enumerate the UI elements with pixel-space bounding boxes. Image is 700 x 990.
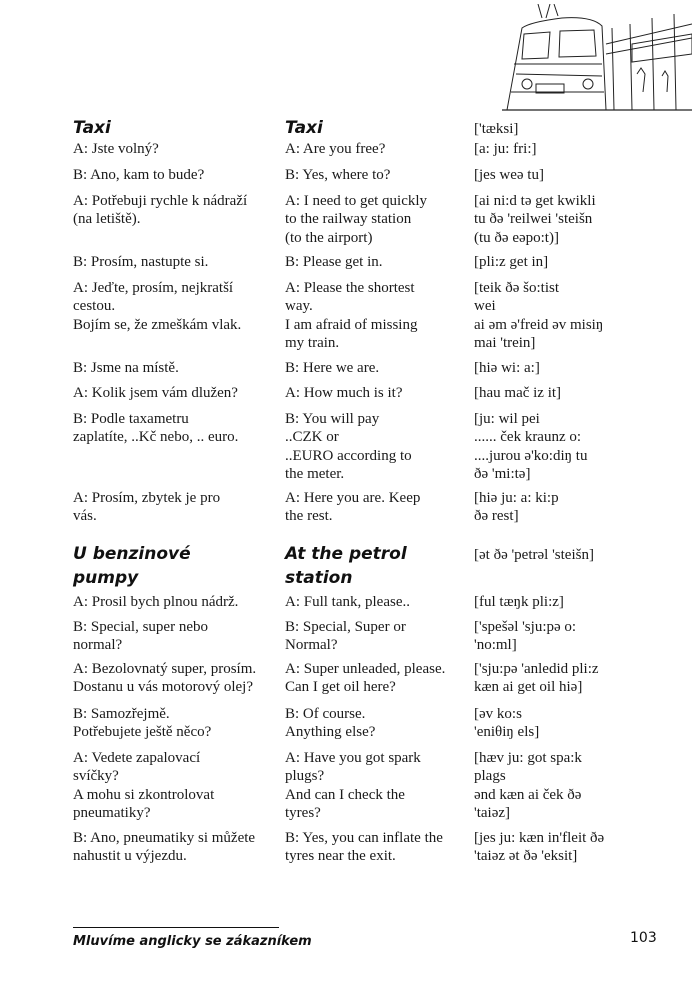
phrase-pronunciation: [əv ko:s 'eniθiŋ els] <box>474 706 540 741</box>
phrase-czech: A: Vedete zapalovací svíčky? A mohu si zkontrolovat pneumatiky? <box>73 750 215 821</box>
footer-divider <box>73 927 279 928</box>
phrase-czech: A: Bezolovnatý super, prosím. Dostanu u vás motorový olej? <box>73 661 257 696</box>
section-title-czech: Taxi <box>73 118 111 138</box>
phrase-czech: A: Jste volný? <box>73 141 159 157</box>
phrase-english: B: Special, Super or Normal? <box>285 619 406 654</box>
phrase-pronunciation: [jes weə tu] <box>474 167 544 183</box>
phrase-czech: B: Samozřejmě. Potřebujete ještě něco? <box>73 706 212 741</box>
phrase-pronunciation: [hiə wi: a:] <box>474 360 540 376</box>
phrase-english: B: Yes, where to? <box>285 167 391 183</box>
phrase-czech: A: Potřebuji rychle k nádraží (na letiště). <box>73 193 248 228</box>
phrase-czech: B: Ano, pneumatiky si můžete nahustit u výjezdu. <box>73 830 256 865</box>
phrase-czech: B: Ano, kam to bude? <box>73 167 205 183</box>
section-title-pronunciation: [ət ðə 'petrəl 'steišn] <box>474 547 594 563</box>
phrase-czech: B: Special, super nebo normal? <box>73 619 208 654</box>
train-station-sketch <box>502 4 692 112</box>
phrase-pronunciation: [pli:z get in] <box>474 254 549 270</box>
phrase-pronunciation: [teik ðə šo:tist wei ai əm ə'freid əv misiŋ mai 'trein] <box>474 280 604 351</box>
phrase-english: A: Here you are. Keep the rest. <box>285 490 421 525</box>
section-title-english: At the petrol station <box>285 544 407 588</box>
phrase-english: A: Have you got spark plugs? And can I check the tyres? <box>285 750 421 821</box>
phrase-english: B: You will pay ..CZK or ..EURO according to the meter. <box>285 411 412 482</box>
phrase-pronunciation: [ful tæŋk pli:z] <box>474 594 564 610</box>
phrase-english: B: Yes, you can inflate the tyres near the exit. <box>285 830 443 865</box>
phrase-pronunciation: [a: ju: fri:] <box>474 141 537 157</box>
section-title-pronunciation: ['tæksi] <box>474 121 519 137</box>
phrase-czech: A: Jeďte, prosím, nejkratší cestou. Bojím se, že zmeškám vlak. <box>73 280 242 333</box>
phrase-english: B: Please get in. <box>285 254 383 270</box>
phrase-pronunciation: ['spešəl 'sju:pə o: 'no:ml] <box>474 619 577 654</box>
phrase-english: B: Of course. Anything else? <box>285 706 376 741</box>
phrase-english: B: Here we are. <box>285 360 380 376</box>
phrase-pronunciation: [hiə ju: a: ki:p ðə rest] <box>474 490 559 525</box>
page-number: 103 <box>630 930 657 946</box>
phrase-czech: A: Prosím, zbytek je pro vás. <box>73 490 221 525</box>
phrase-pronunciation: [hau mač iz it] <box>474 385 562 401</box>
phrase-english: A: I need to get quickly to the railway station (to the airport) <box>285 193 428 246</box>
phrase-english: A: Full tank, please.. <box>285 594 410 610</box>
phrase-english: A: Are you free? <box>285 141 386 157</box>
phrase-czech: A: Kolik jsem vám dlužen? <box>73 385 238 401</box>
section-title-czech: U benzinové pumpy <box>73 544 191 588</box>
phrase-czech: B: Jsme na místě. <box>73 360 179 376</box>
phrase-pronunciation: [hæv ju: got spa:k plags ənd kæn ai ček ðə 'taiəz] <box>474 750 582 821</box>
phrase-pronunciation: [ju: wil pei ...... ček kraunz o: ....jurou ə'ko:diŋ tu ðə 'mi:tə] <box>474 411 588 482</box>
footer-book-title: Mluvíme anglicky se zákazníkem <box>73 934 312 949</box>
phrase-english: A: Please the shortest way. I am afraid of missing my train. <box>285 280 418 351</box>
phrase-pronunciation: [jes ju: kæn in'fleit ðə 'taiəz ət ðə 'eksit] <box>474 830 605 865</box>
phrase-pronunciation: ['sju:pə 'anledid pli:z kæn ai get oil hiə] <box>474 661 599 696</box>
phrase-czech: A: Prosil bych plnou nádrž. <box>73 594 239 610</box>
phrase-pronunciation: [ai ni:d tə get kwikli tu ðə 'reilwei 'steišn (tu ðə eəpo:t)] <box>474 193 596 246</box>
phrase-english: A: How much is it? <box>285 385 403 401</box>
phrase-english: A: Super unleaded, please. Can I get oil here? <box>285 661 446 696</box>
section-title-english: Taxi <box>285 118 323 138</box>
phrase-czech: B: Podle taxametru zaplatíte, ..Kč nebo, .. euro. <box>73 411 239 446</box>
phrase-czech: B: Prosím, nastupte si. <box>73 254 209 270</box>
